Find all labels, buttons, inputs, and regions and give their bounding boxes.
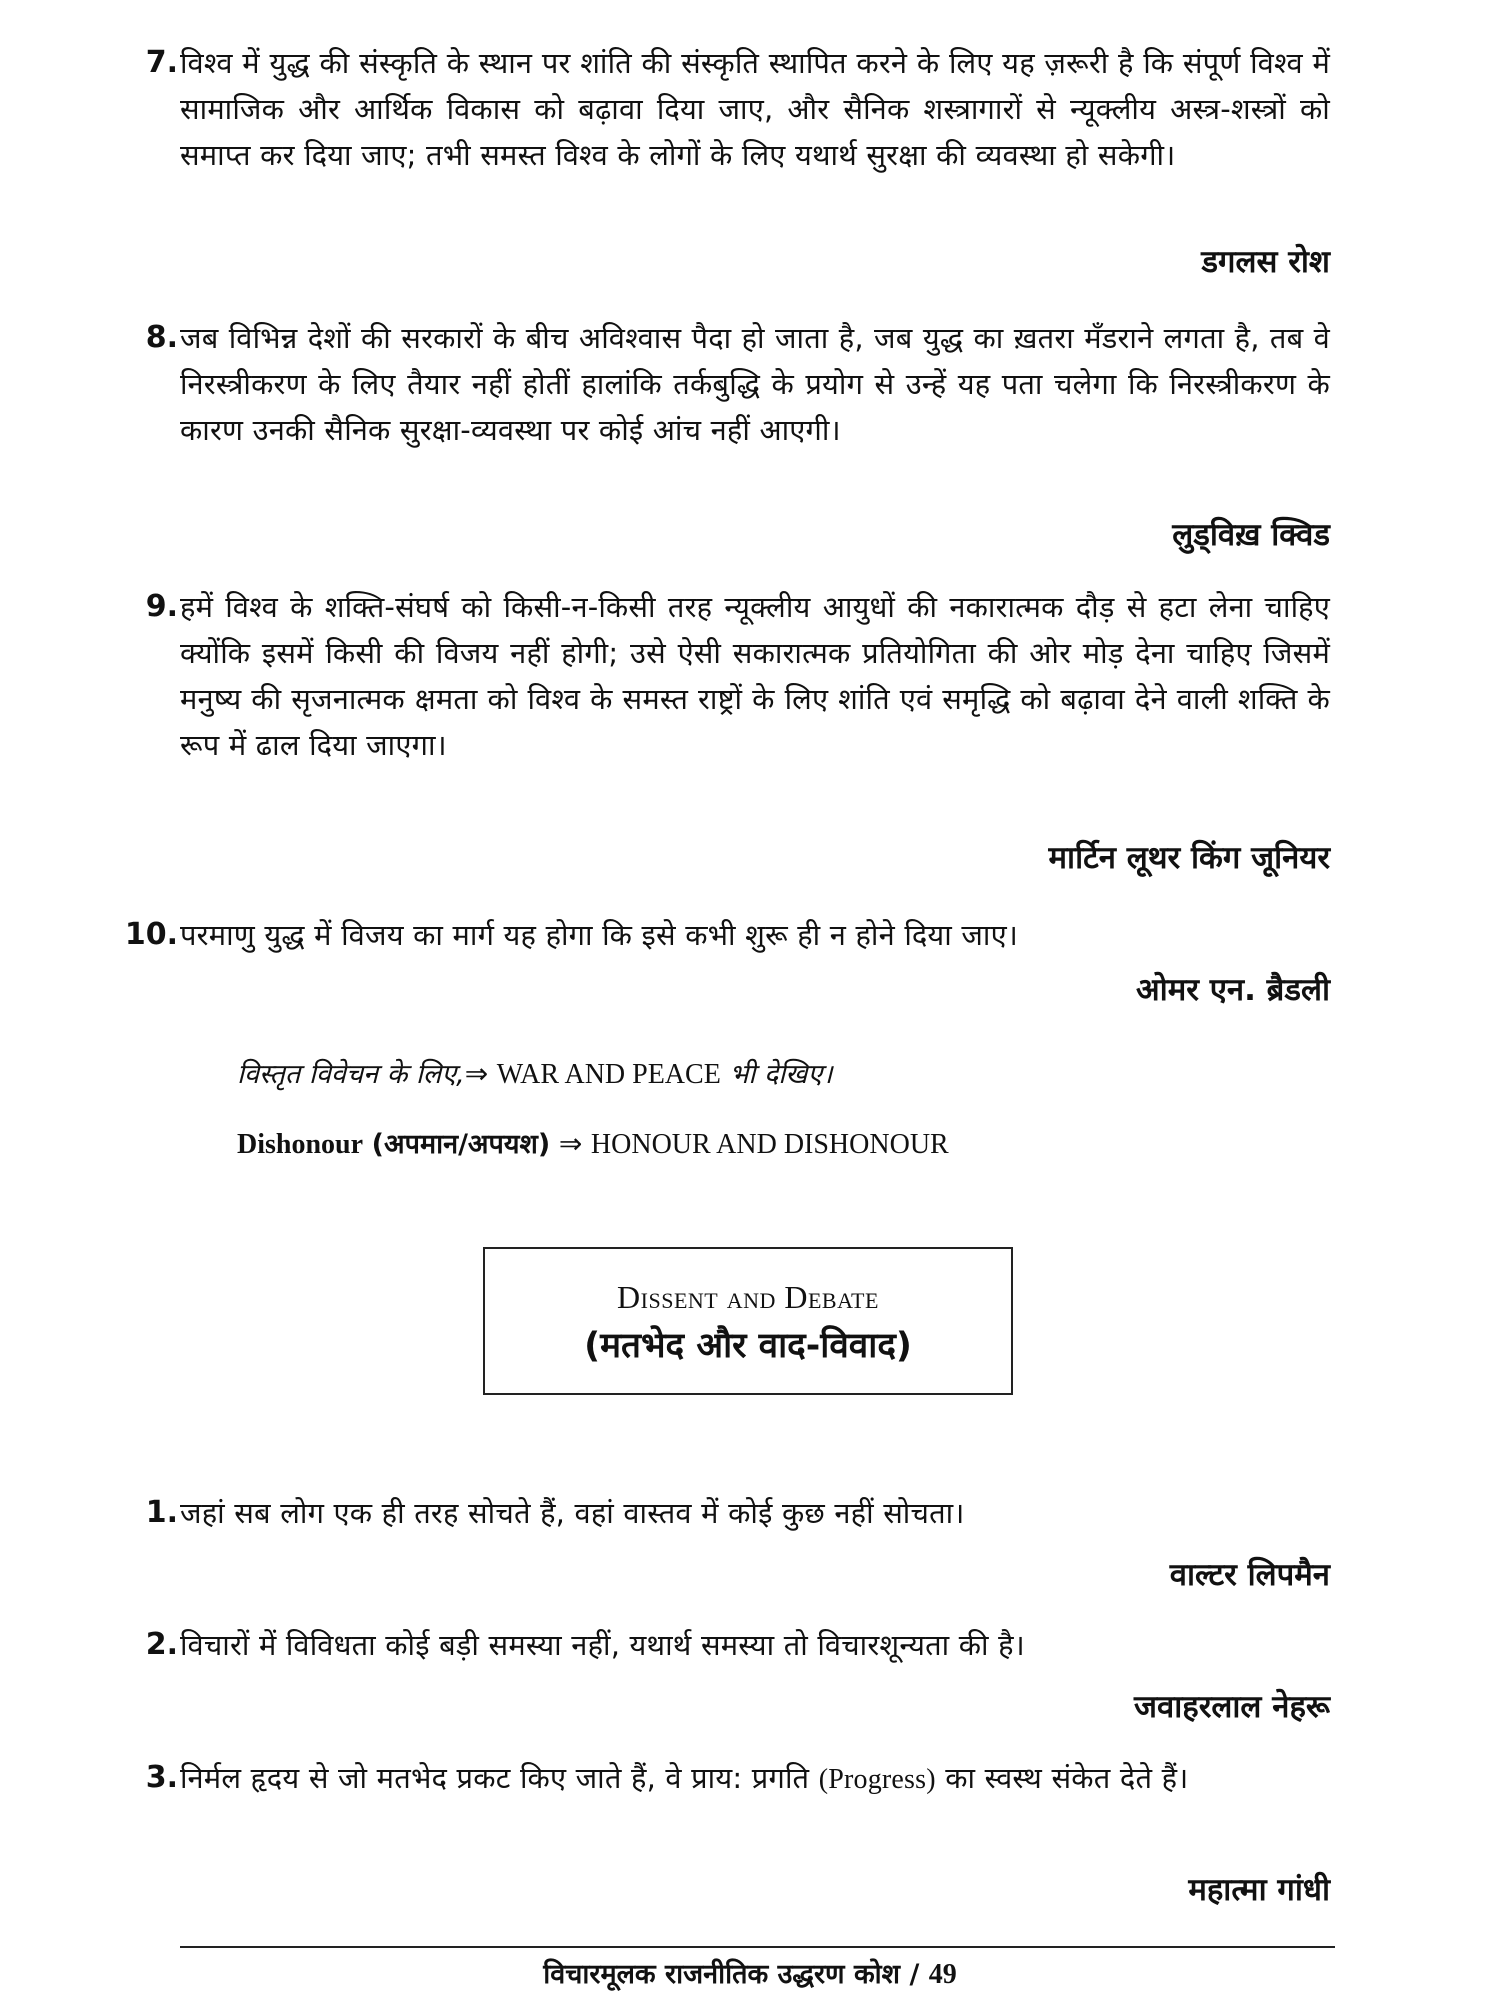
quote-text	[180, 1755, 1330, 1803]
section-quote-2-author: जवाहरलाल नेहरू	[1133, 1689, 1330, 1725]
quote-text: विश्व में युद्ध की संस्कृति के स्थान पर शांति की संस्कृति स्थापित करने के लिए यह ज़रूरी है कि संपूर्ण विश्व में सामाजिक और आर्थिक विकास को बढ़ावा दिया जाए, और सैनिक शस्त्रागारों से न्यूक्लीय अस्त्र-शस्त्रों को समाप्त कर दिया जाए; तभी समस्त विश्व के लोगों के लिए यथार्थ सुरक्षा की व्यवस्था हो सकेगी।	[180, 46, 1330, 172]
quote-text: परमाणु युद्ध में विजय का मार्ग यह होगा कि इसे कभी शुरू ही न होने दिया जाए।	[180, 918, 1019, 952]
quote-9	[145, 584, 1330, 768]
cross-ref-suffix: भी देखिए।	[729, 1059, 833, 1090]
book-title: विचारमूलक राजनीतिक उद्धरण कोश	[543, 1959, 901, 1990]
quote-text-latin: (Progress)	[818, 1764, 936, 1795]
quote-number: 10.	[124, 917, 178, 952]
section-quote-3-author: महात्मा गांधी	[1188, 1872, 1330, 1908]
section-quote-1	[145, 1490, 1330, 1536]
quote-7	[145, 40, 1330, 178]
entry-hindi: (अपमान/अपयश)	[371, 1129, 551, 1160]
section-quote-2	[145, 1622, 1330, 1668]
quote-8	[145, 315, 1330, 453]
footer-separator: /	[909, 1959, 920, 1990]
dishonour-entry	[237, 1125, 949, 1165]
quote-10-author: ओमर एन. ब्रैडली	[1136, 972, 1330, 1008]
quote-text: हमें विश्व के शक्ति-संघर्ष को किसी-न-किसी तरह न्यूक्लीय आयुधों की नकारात्मक दौड़ से हटा लेना चाहिए क्योंकि इसमें किसी की विजय नहीं होगी; उसे ऐसी सकारात्मक प्रतियोगिता की ओर मोड़ देना चाहिए जिसमें मनुष्य की सृजनात्मक क्षमता को विश्व के समस्त राष्ट्रों के लिए शांति एवं समृद्धि को बढ़ावा देने वाली शक्ति के रूप में ढाल दिया जाएगा।	[180, 590, 1330, 762]
entry-target: HONOUR AND DISHONOUR	[590, 1129, 949, 1160]
quote-number: 2.	[145, 1627, 178, 1662]
quote-number: 8.	[145, 320, 178, 355]
quote-text: जहां सब लोग एक ही तरह सोचते हैं, वहां वास्तव में कोई कुछ नहीं सोचता।	[180, 1496, 965, 1530]
section-quote-3	[145, 1755, 1330, 1803]
quote-text-part: का स्वस्थ संकेत देते हैं।	[945, 1761, 1189, 1795]
quote-10	[124, 912, 1330, 958]
cross-ref-prefix: विस्तृत विवेचन के लिए,	[237, 1059, 465, 1090]
section-title-english: Dissent and Debate	[617, 1279, 879, 1315]
page-number: 49	[928, 1959, 957, 1990]
cross-ref-target: WAR AND PEACE	[496, 1059, 721, 1090]
quote-number: 9.	[145, 589, 178, 624]
section-quote-1-author: वाल्टर लिपमैन	[1169, 1557, 1330, 1593]
quote-number: 3.	[145, 1760, 178, 1795]
quote-8-author: लुड्विख़ क्विड	[1172, 517, 1330, 553]
quote-number: 7.	[145, 45, 178, 80]
arrow-icon: ⇒	[464, 1059, 489, 1090]
entry-term: Dishonour	[237, 1129, 364, 1160]
quote-7-author: डगलस रोश	[1201, 244, 1330, 280]
quote-text: विचारों में विविधता कोई बड़ी समस्या नहीं, यथार्थ समस्या तो विचारशून्यता की है।	[180, 1628, 1025, 1662]
page-footer	[0, 1958, 1500, 1992]
section-title-hindi: (मतभेद और वाद-विवाद)	[584, 1326, 912, 1366]
quote-number: 1.	[145, 1495, 178, 1530]
footer-rule	[180, 1946, 1335, 1948]
quote-9-author: मार्टिन लूथर किंग जूनियर	[1048, 840, 1330, 876]
arrow-icon: ⇒	[558, 1129, 583, 1160]
quote-text: जब विभिन्न देशों की सरकारों के बीच अविश्वास पैदा हो जाता है, जब युद्ध का ख़तरा मँडराने लगता है, तब वे निरस्त्रीकरण के लिए तैयार नहीं होतीं हालांकि तर्कबुद्धि के प्रयोग से उन्हें यह पता चलेगा कि निरस्त्रीकरण के कारण उनकी सैनिक सुरक्षा-व्यवस्था पर कोई आंच नहीं आएगी।	[180, 321, 1330, 447]
section-heading-box	[483, 1247, 1013, 1395]
quote-text-part: निर्मल हृदय से जो मतभेद प्रकट किए जाते हैं, वे प्राय: प्रगति	[180, 1761, 810, 1795]
cross-reference	[237, 1055, 833, 1095]
